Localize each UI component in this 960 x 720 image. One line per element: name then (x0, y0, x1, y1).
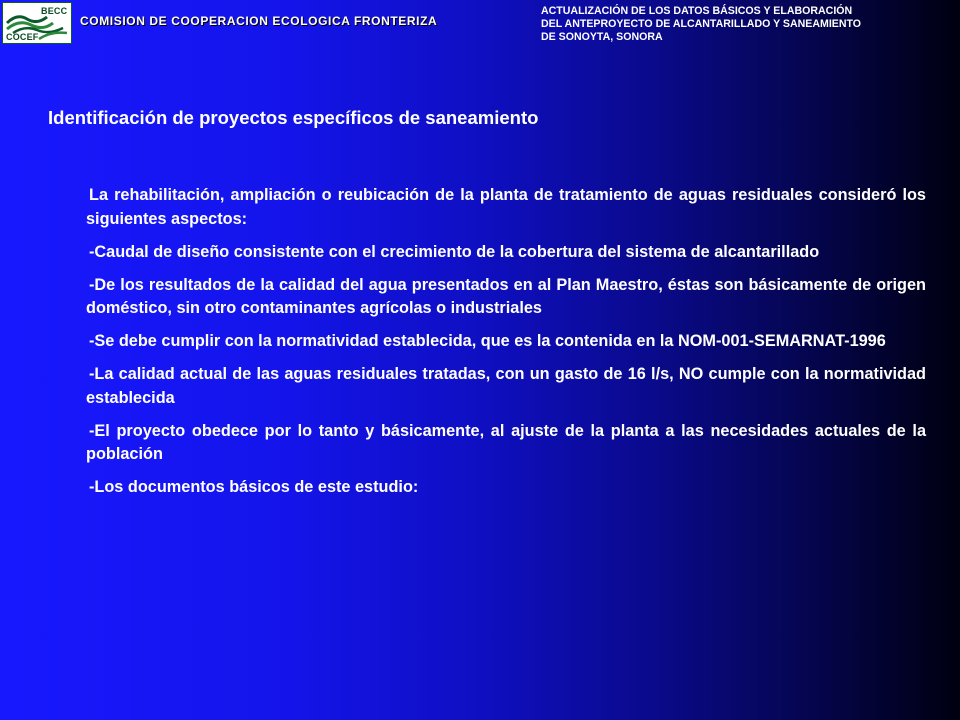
aspect-item: -El proyecto obedece por lo tanto y básicamente, al ajuste de la planta a las necesidades actuales de la población (86, 421, 926, 463)
aspect-item: -De los resultados de la calidad del agua presentados en al Plan Maestro, éstas son básicamente de origen doméstico, sin otro contaminantes agrícolas o industriales (86, 275, 926, 317)
aspect-item: -Los documentos básicos de este estudio: (89, 478, 419, 496)
section-heading: Identificación de proyectos específicos de saneamiento (48, 107, 539, 128)
project-title-line: DEL ANTEPROYECTO DE ALCANTARILLADO Y SANEAMIENTO (541, 18, 861, 30)
becc-cocef-logo (2, 2, 72, 44)
intro-paragraph: La rehabilitación, ampliación o reubicación de la planta de tratamiento de aguas residuales consideró los siguientes aspectos: (86, 186, 926, 228)
project-title-line: DE SONOYTA, SONORA (541, 31, 663, 43)
logo-cocef-text: COCEF (6, 32, 39, 42)
aspect-item: -Caudal de diseño consistente con el crecimiento de la cobertura del sistema de alcantarillado (89, 242, 820, 261)
project-title (541, 5, 956, 44)
body-content (86, 184, 926, 509)
organization-name: COMISION DE COOPERACION ECOLOGICA FRONTERIZA (80, 14, 438, 28)
aspect-item: -Se debe cumplir con la normatividad establecida, que es la contenida en la NOM-001-SEMARNAT-1996 (89, 332, 886, 350)
logo-becc-text: BECC (41, 6, 68, 16)
project-title-line: ACTUALIZACIÓN DE LOS DATOS BÁSICOS Y ELABORACIÓN (541, 5, 853, 17)
aspect-item: -La calidad actual de las aguas residuales tratadas, con un gasto de 16 l/s, NO cumple con la normatividad establecida (86, 365, 926, 407)
